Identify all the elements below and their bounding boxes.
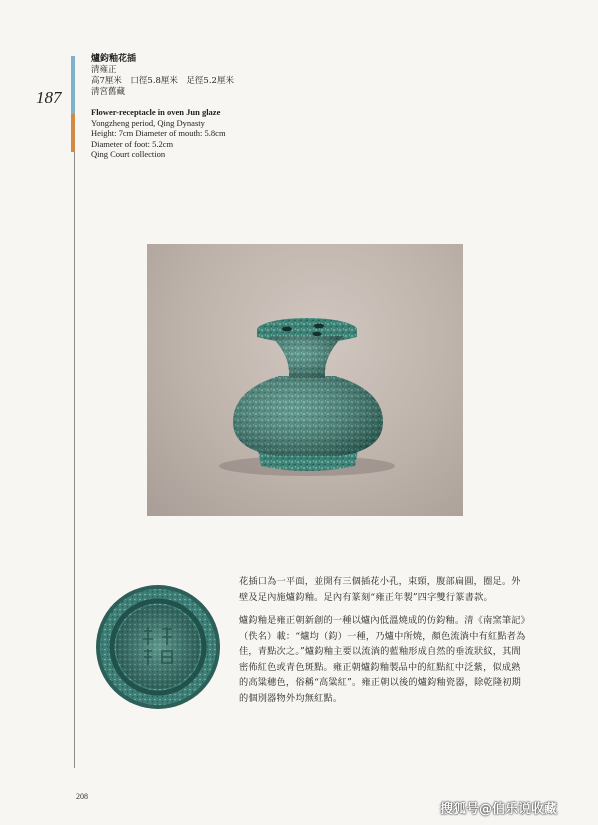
base-view-illustration [94, 583, 222, 711]
watermark-text: 搜狐号@伯乐说收藏 [440, 802, 558, 817]
caption-block [91, 54, 234, 160]
orange-accent-bar [71, 114, 75, 152]
plate-number: 187 [36, 88, 62, 107]
caption-en-title: Flower-receptacle in oven Jun glaze [91, 107, 221, 117]
vase-base-photo [94, 583, 222, 711]
caption-zh-title: 爐鈞釉花插 [91, 54, 137, 64]
caption-zh-period: 清雍正 [91, 65, 117, 75]
caption-en-block [91, 107, 234, 160]
description-paragraph-2: 爐鈞釉是雍正朝新創的一種以爐內低溫燒成的仿鈞釉。清《南窯筆記》（佚名）載：“爐均（鈞）一種，乃爐中所燒，顏色流淌中有紅點者為佳，青點次之。”爐鈞釉主要以流淌的藍釉形成自然的垂流狀紋，其間密佈紅色或青色斑點。雍正朝爐鈞釉製品中的紅點紅中泛紫，似成熟的高粱穗色，俗稱“高粱紅”。雍正朝以後的爐鈞釉瓷器，除乾隆初期的個別器物外均無紅點。 [239, 615, 526, 704]
caption-en-dimensions: Height: 7cm Diameter of mouth: 5.8cm [91, 128, 226, 138]
main-vase-photo [147, 244, 463, 516]
vase-illustration [147, 244, 463, 516]
page-number: 208 [76, 792, 88, 801]
caption-en-period: Yongzheng period, Qing Dynasty [91, 117, 205, 128]
caption-zh-dimensions: 高7厘米 口徑5.8厘米 足徑5.2厘米 [91, 76, 234, 86]
caption-zh-collection: 清宮舊藏 [91, 87, 126, 97]
blue-accent-bar [71, 56, 75, 114]
caption-en-collection: Qing Court collection [91, 149, 166, 159]
caption-en-foot: Diameter of foot: 5.2cm [91, 138, 174, 149]
description-paragraph-1: 花插口為一平面，並開有三個插花小孔，束頸，腹部扁圓，圈足。外壁及足內施爐鈞釉。足內有篆刻“雍正年製”四字雙行篆書款。 [239, 576, 521, 603]
description-text [239, 574, 529, 714]
left-vertical-rule [74, 56, 75, 768]
